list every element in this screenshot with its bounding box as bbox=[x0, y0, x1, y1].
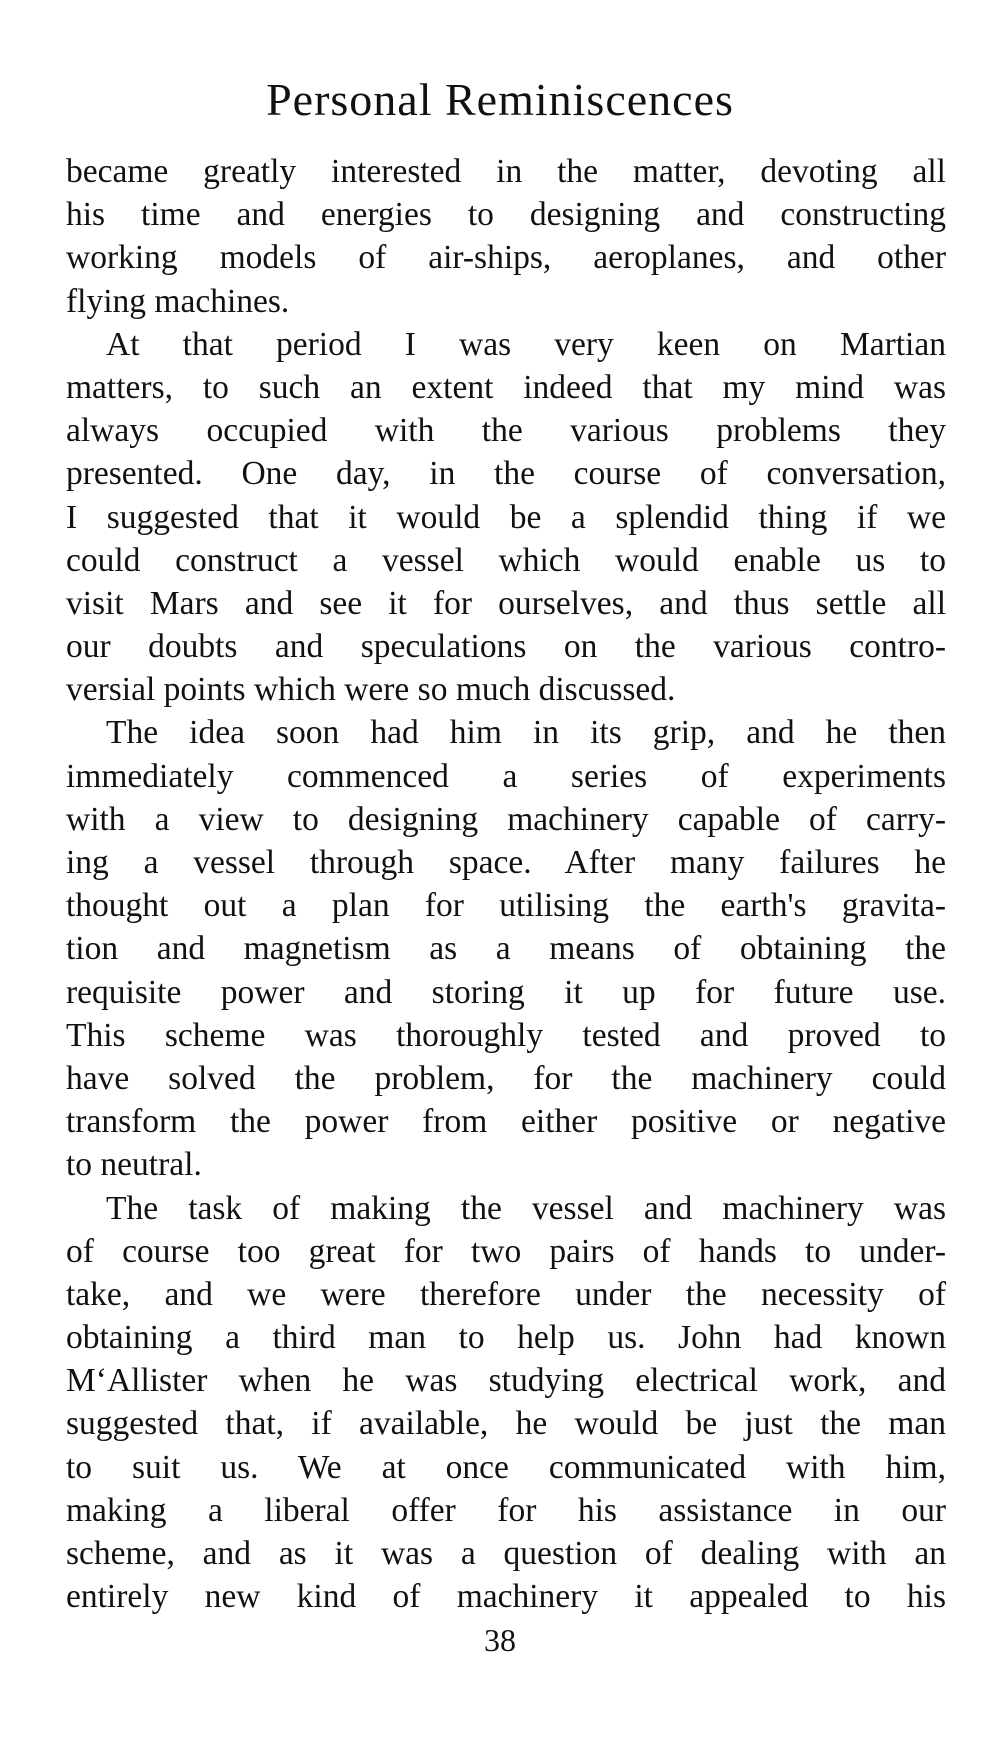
text-line: transform the power from either positive or negative bbox=[66, 1103, 946, 1141]
paragraph bbox=[66, 150, 946, 323]
page-number: 38 bbox=[484, 1622, 516, 1658]
text-line: At that period I was very keen on Martian bbox=[106, 325, 946, 363]
text-line: matters, to such an extent indeed that my mind was bbox=[66, 368, 946, 406]
text-line: to suit us. We at once communicated with him, bbox=[66, 1448, 946, 1486]
text-line: thought out a plan for utilising the earth's gravita- bbox=[66, 887, 946, 925]
paragraph bbox=[66, 323, 946, 712]
paragraph bbox=[66, 711, 946, 1186]
text-line: obtaining a third man to help us. John had known bbox=[66, 1319, 946, 1357]
text-line: making a liberal offer for his assistance in our bbox=[66, 1491, 946, 1529]
body-text bbox=[66, 150, 946, 1618]
text-line: requisite power and storing it up for future use. bbox=[66, 973, 946, 1011]
text-line: his time and energies to designing and constructing bbox=[66, 196, 946, 234]
text-line: became greatly interested in the matter, devoting all bbox=[66, 153, 946, 190]
text-line: ing a vessel through space. After many failures he bbox=[66, 844, 946, 881]
paragraph bbox=[66, 1187, 946, 1619]
text-line: presented. One day, in the course of conversation, bbox=[66, 455, 946, 493]
text-line: M‘Allister when he was studying electrical work, and bbox=[66, 1362, 946, 1400]
text-line: take, and we were therefore under the necessity of bbox=[66, 1275, 946, 1313]
text-line: This scheme was thoroughly tested and proved to bbox=[66, 1016, 946, 1054]
text-line: scheme, and as it was a question of dealing with an bbox=[66, 1535, 946, 1572]
text-line: working models of air-ships, aeroplanes, and other bbox=[66, 239, 946, 277]
text-line: with a view to designing machinery capable of carry- bbox=[66, 800, 946, 838]
text-line: our doubts and speculations on the various contro- bbox=[66, 628, 946, 666]
text-line: always occupied with the various problems they bbox=[66, 412, 946, 450]
text-line: tion and magnetism as a means of obtaining the bbox=[66, 930, 946, 968]
text-line: versial points which were so much discussed. bbox=[66, 671, 676, 709]
text-line: to neutral. bbox=[66, 1146, 202, 1184]
text-line: have solved the problem, for the machinery could bbox=[66, 1059, 946, 1097]
text-line: The idea soon had him in its grip, and he then bbox=[106, 714, 946, 752]
text-line: could construct a vessel which would enable us to bbox=[66, 541, 946, 579]
text-line: suggested that, if available, he would be just the man bbox=[66, 1405, 946, 1443]
text-line: entirely new kind of machinery it appealed to his bbox=[66, 1578, 946, 1616]
running-head: Personal Reminiscences bbox=[266, 74, 734, 125]
text-line: flying machines. bbox=[66, 282, 290, 320]
text-line: visit Mars and see it for ourselves, and thus settle all bbox=[66, 584, 946, 622]
text-line: immediately commenced a series of experiments bbox=[66, 757, 946, 795]
text-line: of course too great for two pairs of hands to under- bbox=[66, 1232, 946, 1270]
text-line: I suggested that it would be a splendid thing if we bbox=[66, 498, 946, 536]
text-line: The task of making the vessel and machinery was bbox=[106, 1189, 946, 1227]
